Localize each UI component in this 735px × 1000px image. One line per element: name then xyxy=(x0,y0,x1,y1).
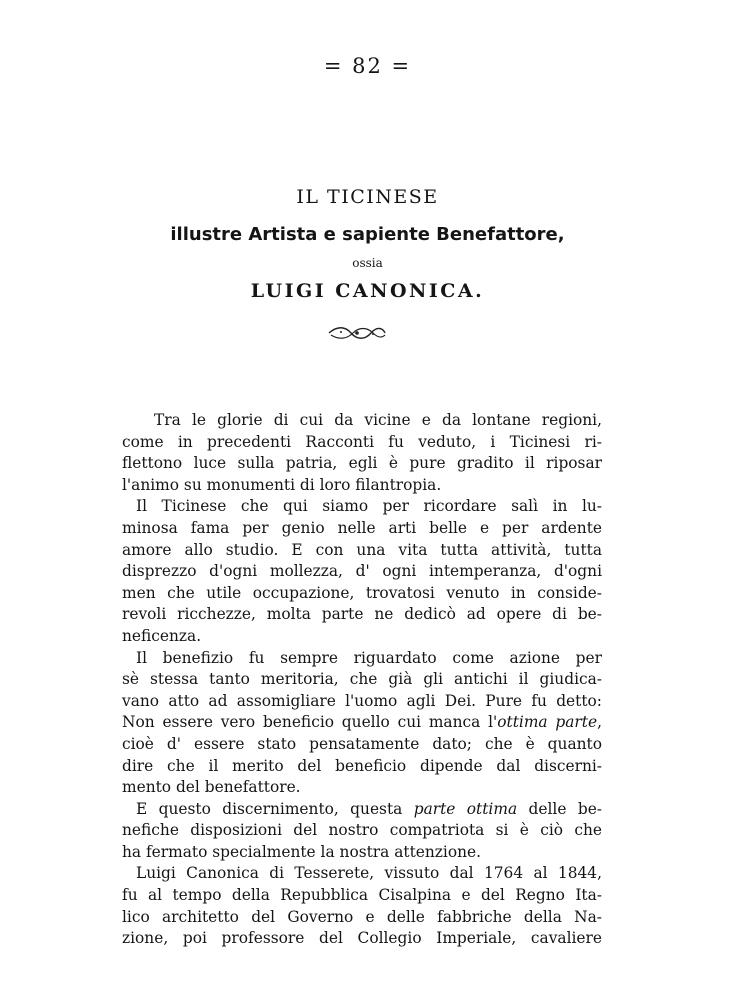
text-line xyxy=(122,799,602,821)
text-segment: delle be- xyxy=(528,799,602,818)
text-line: mento del benefattore. xyxy=(122,778,301,797)
text-line: dire che il merito del beneficio dipende dal discerni- xyxy=(122,756,602,775)
text-line: nefiche disposizioni del nostro compatriota si è ciò che xyxy=(122,821,602,840)
text-line: minosa fama per genio nelle arti belle e per ardente xyxy=(122,518,602,537)
text-line: sè stessa tanto meritoria, che già gli antichi il giudica- xyxy=(122,670,602,689)
emphasized-text: ottima parte xyxy=(497,713,598,732)
text-line: disprezzo d'ogni mollezza, d' ogni intemperanza, d'ogni xyxy=(122,562,602,581)
text-line: neficenza. xyxy=(122,626,202,645)
text-line: vano atto ad assomigliare l'uomo agli Dei. Pure fu detto: xyxy=(122,691,602,710)
body-text xyxy=(122,410,602,950)
decorative-flourish-icon xyxy=(327,324,387,342)
text-line: Il benefizio fu sempre riguardato come azione per xyxy=(136,648,602,667)
text-segment: , xyxy=(597,713,602,732)
text-line: lico architetto del Governo e delle fabbriche della Na- xyxy=(122,907,602,926)
chapter-title: IL TICINESE xyxy=(296,186,439,208)
text-line: flettono luce sulla patria, egli è pure gradito il riposar xyxy=(122,454,602,473)
chapter-subtitle: illustre Artista e sapiente Benefattore, xyxy=(170,224,565,245)
text-line: ha fermato specialmente la nostra attenzione. xyxy=(122,842,482,861)
text-line: Il Ticinese che qui siamo per ricordare salì in lu- xyxy=(136,497,602,516)
text-segment: E questo discernimento, questa xyxy=(136,799,414,818)
emphasized-text: parte ottima xyxy=(413,799,518,818)
chapter-subject-name: LUIGI CANONICA. xyxy=(250,280,485,302)
text-line: Tra le glorie di cui da vicine e da lontane regioni, xyxy=(154,411,602,429)
text-line: cioè d' essere stato pensatamente dato; che è quanto xyxy=(122,734,602,753)
chapter-connector: ossia xyxy=(352,256,383,270)
text-line: men che utile occupazione, trovatosi venuto in conside- xyxy=(122,583,602,602)
text-line: come in precedenti Racconti fu veduto, i Ticinesi ri- xyxy=(122,432,602,451)
text-line: revoli ricchezze, molta parte ne dedicò ad opere di be- xyxy=(122,605,602,624)
page-number: = 82 = xyxy=(323,54,412,78)
text-segment: Non essere vero beneficio quello cui manca l' xyxy=(122,713,498,732)
text-line: fu al tempo della Repubblica Cisalpina e del Regno Ita- xyxy=(122,886,602,905)
text-line xyxy=(122,712,602,734)
text-line: Luigi Canonica di Tesserete, vissuto dal 1764 al 1844, xyxy=(136,864,602,883)
text-line: l'animo su monumenti di loro filantropia. xyxy=(122,475,442,494)
text-line: zione, poi professore del Collegio Imperiale, cavaliere xyxy=(122,929,602,948)
text-line: amore allo studio. E con una vita tutta attività, tutta xyxy=(122,540,602,559)
